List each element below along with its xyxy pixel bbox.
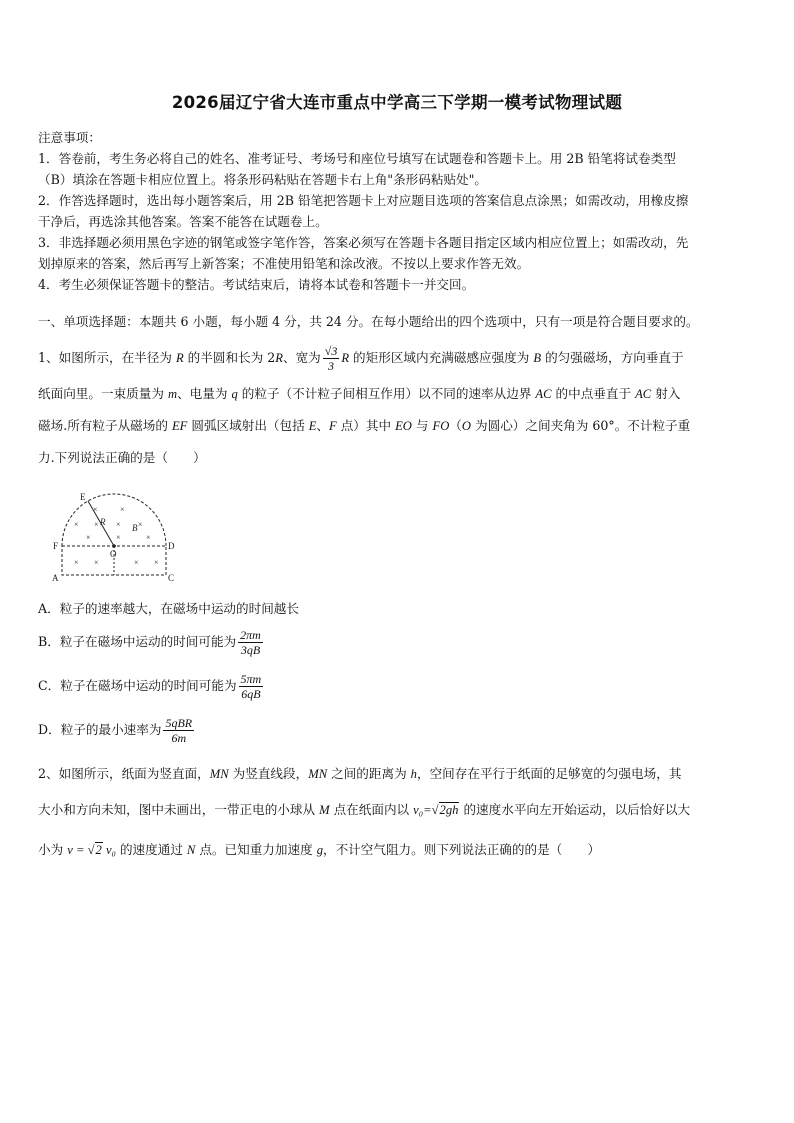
q1-line-4: 力.下列说法正确的是（ ） [38,450,206,465]
svg-text:×: × [94,520,99,529]
label-A: A [52,573,59,583]
label-E: E [80,492,86,502]
q1-line-1: 1、如图所示，在半径为 R 的半圆和长为 2R、宽为 $\frac{√3}{3}$ R 的矩形区域内充满磁感应强度为 B 的匀强磁场，方向垂直于 [38,344,684,373]
notice-line: 干净后，再选涂其他答案。答案不能答在试题卷上。 [38,214,328,229]
q1-option-a: A．粒子的速率越大，在磁场中运动的时间越长 [38,601,299,616]
svg-text:×: × [138,520,143,529]
svg-text:×: × [146,533,151,542]
svg-text:×: × [93,505,98,514]
label-D: D [168,541,175,551]
svg-text:×: × [94,558,99,567]
q1-line-3: 磁场.所有粒子从磁场的 EF 圆弧区域射出（包括 E、F 点）其中 EO 与 FO（O 为圆心）之间夹角为 60°。不计粒子重 [38,418,691,433]
svg-text:×: × [116,520,121,529]
q1-option-d: D．粒子的最小速率为 $\frac{\text{5qBR}}{6m}$ [38,716,193,745]
svg-text:×: × [120,505,125,514]
notice-section [38,127,756,295]
q1-line-2: 纸面向里。一束质量为 m、电量为 q 的粒子（不计粒子间相互作用）以不同的速率从边界 AC 的中点垂直于 AC 射入 [38,386,681,401]
notice-line: 2．作答选择题时，选出每小题答案后，用 2B 铅笔把答题卡上对应题目选项的答案信息点涂黑；如需改动，用橡皮擦 [38,193,689,208]
label-B: B [132,523,138,533]
label-C: C [168,573,175,583]
magnetic-field-figure [50,491,180,583]
notice-line: （B）填涂在答题卡相应位置上。将条形码粘贴在答题卡右上角"条形码粘贴处"。 [38,172,488,187]
width-fraction: $\frac{√3}{3}$ [324,344,338,373]
q2-line-2: 大小和方向未知，图中未画出，一带正电的小球从 M 点在纸面内以 v₀=√2gh 的速度水平向左开始运动，以后恰好以大 [38,802,691,817]
question-1 [38,338,756,752]
svg-text:×: × [74,558,79,567]
section-heading: 一、单项选择题：本题共 6 小题，每小题 4 分，共 24 分。在每小题给出的四个选项中，只有一项是符合题目要求的。 [38,314,699,329]
q2-line-3: 小为 v = √2 v₀ 的速度通过 N 点。已知重力加速度 g，不计空气阻力。则下列说法正确的的是（ ） [38,842,601,857]
notice-line: 1．答卷前，考生务必将自己的姓名、准考证号、考场号和座位号填写在试题卷和答题卡上。用 2B 铅笔将试卷类型 [38,151,676,166]
svg-text:×: × [116,533,121,542]
notice-line: 3．非选择题必须用黑色字迹的钢笔或签字笔作答，答案必须写在答题卡各题目指定区域内相应位置上；如需改动，先 [38,235,689,250]
svg-text:×: × [134,558,139,567]
label-R: R [100,517,106,527]
svg-text:×: × [154,558,159,567]
svg-text:×: × [74,520,79,529]
question-2 [38,758,756,870]
q1-option-b: B．粒子在磁场中运动的时间可能为 $\frac{2\pi m}{3qB}$ [38,628,261,657]
label-O: O [110,549,117,559]
svg-text:×: × [86,533,91,542]
notice-line: 4．考生必须保证答题卡的整洁。考试结束后，请将本试卷和答题卡一并交回。 [38,277,475,292]
notice-heading: 注意事项： [38,130,101,145]
exam-title: 2026届辽宁省大连市重点中学高三下学期一模考试物理试题 [171,93,623,112]
label-F: F [53,541,59,551]
q1-option-c: C．粒子在磁场中运动的时间可能为 $\frac{5\pi m}{6qB}$ [38,672,262,701]
notice-line: 划掉原来的答案，然后再写上新答案；不准使用铅笔和涂改液。不按以上要求作答无效。 [38,256,530,271]
q2-line-1: 2、如图所示，纸面为竖直面，MN 为竖直线段，MN 之间的距离为 h，空间存在平行于纸面的足够宽的匀强电场，其 [38,766,682,781]
